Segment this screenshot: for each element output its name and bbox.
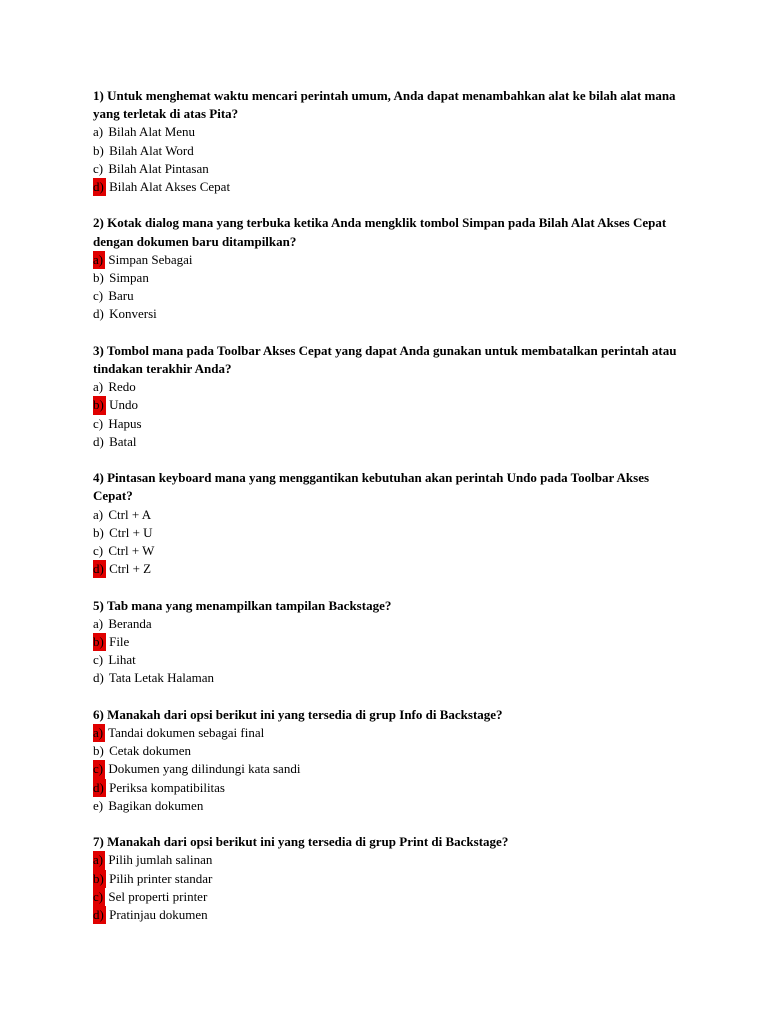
answer-text: Batal [109, 433, 137, 449]
question-text: 7) Manakah dari opsi berikut ini yang tersedia di grup Print di Backstage? [93, 834, 509, 850]
answer-label: d) [93, 670, 104, 686]
highlighted-answer-label: a) [93, 851, 105, 869]
question-text: 6) Manakah dari opsi berikut ini yang tersedia di grup Info di Backstage? [93, 706, 503, 722]
answer-label: a) [93, 379, 104, 395]
answer-option [93, 906, 683, 924]
answer-option [93, 251, 683, 269]
answer-option [93, 378, 683, 396]
answer-option [93, 760, 683, 778]
highlighted-answer-label: d) [93, 779, 106, 797]
answer-option [93, 560, 683, 578]
answer-text: Bilah Alat Word [109, 142, 194, 158]
answer-text: Hapus [108, 415, 142, 431]
answer-label: b) [93, 743, 104, 759]
question-text: 1) Untuk menghemat waktu mencari perintah umum, Anda dapat menambahkan alat ke bilah alat mana yang terletak di atas Pita? [93, 88, 676, 122]
answer-option [93, 542, 683, 560]
answer-option [93, 305, 683, 323]
answer-label: d) [93, 433, 104, 449]
answer-label: e) [93, 797, 104, 813]
question-block [93, 833, 683, 924]
answer-label: c) [93, 652, 104, 668]
answer-text: Redo [108, 379, 136, 395]
question-block [93, 469, 683, 578]
answer-text: Sel properti printer [108, 888, 208, 904]
answer-text: Bilah Alat Menu [108, 124, 196, 140]
answer-text: Simpan [109, 270, 149, 286]
question-block [93, 706, 683, 815]
answer-text: Periksa kompatibilitas [109, 779, 225, 795]
answer-text: Bilah Alat Pintasan [108, 160, 209, 176]
highlighted-answer-label: d) [93, 560, 106, 578]
answer-text: File [109, 634, 130, 650]
answer-label: c) [93, 160, 104, 176]
answer-text: Ctrl + Z [109, 561, 152, 577]
answer-text: Pilih printer standar [109, 870, 213, 886]
answer-text: Pilih jumlah salinan [108, 852, 213, 868]
answer-option [93, 888, 683, 906]
answer-text: Bilah Alat Akses Cepat [109, 179, 231, 195]
answer-label: b) [93, 270, 104, 286]
answer-option [93, 779, 683, 797]
answer-option [93, 524, 683, 542]
answer-option [93, 415, 683, 433]
answer-label: c) [93, 543, 104, 559]
answer-text: Baru [108, 288, 134, 304]
answer-option [93, 269, 683, 287]
highlighted-answer-label: c) [93, 760, 105, 778]
answer-text: Pratinjau dokumen [109, 907, 208, 923]
answer-text: Cetak dokumen [109, 743, 192, 759]
answer-label: a) [93, 124, 104, 140]
highlighted-answer-label: a) [93, 251, 105, 269]
highlighted-answer-label: d) [93, 178, 106, 196]
question-text: 4) Pintasan keyboard mana yang menggantikan kebutuhan akan perintah Undo pada Toolbar Akses Cepat? [93, 470, 650, 504]
answer-label: d) [93, 306, 104, 322]
answer-option [93, 433, 683, 451]
answer-text: Dokumen yang dilindungi kata sandi [108, 761, 301, 777]
answer-text: Konversi [109, 306, 157, 322]
answer-label: b) [93, 524, 104, 540]
answer-option [93, 724, 683, 742]
answer-option [93, 797, 683, 815]
question-block [93, 342, 683, 451]
highlighted-answer-label: a) [93, 724, 105, 742]
answer-text: Undo [109, 397, 138, 413]
highlighted-answer-label: d) [93, 906, 106, 924]
answer-option [93, 669, 683, 687]
highlighted-answer-label: b) [93, 870, 106, 888]
question-block [93, 87, 683, 196]
answer-option [93, 506, 683, 524]
answer-text: Simpan Sebagai [108, 251, 193, 267]
answer-text: Bagikan dokumen [108, 797, 204, 813]
answer-text: Ctrl + W [108, 543, 155, 559]
question-list [93, 87, 683, 942]
answer-text: Tata Letak Halaman [108, 670, 215, 686]
answer-option [93, 123, 683, 141]
question-text: 2) Kotak dialog mana yang terbuka ketika Anda mengklik tombol Simpan pada Bilah Alat Akses Cepat dengan dokumen baru ditampilkan? [93, 215, 667, 249]
answer-option [93, 651, 683, 669]
question-text: 5) Tab mana yang menampilkan tampilan Backstage? [93, 597, 392, 613]
answer-option [93, 178, 683, 196]
answer-text: Tandai dokumen sebagai final [108, 725, 265, 741]
answer-option [93, 870, 683, 888]
question-block [93, 597, 683, 688]
answer-label: a) [93, 615, 104, 631]
answer-option [93, 396, 683, 414]
answer-option [93, 615, 683, 633]
question-text: 3) Tombol mana pada Toolbar Akses Cepat yang dapat Anda gunakan untuk membatalkan perintah atau tindakan terakhir Anda? [93, 342, 677, 377]
answer-option [93, 633, 683, 651]
answer-text: Ctrl + A [108, 506, 152, 522]
highlighted-answer-label: c) [93, 888, 105, 906]
answer-option [93, 287, 683, 305]
answer-option [93, 851, 683, 869]
answer-text: Ctrl + U [109, 524, 153, 540]
answer-option [93, 160, 683, 178]
answer-option [93, 142, 683, 160]
answer-label: a) [93, 506, 104, 522]
highlighted-answer-label: b) [93, 396, 106, 414]
answer-label: c) [93, 288, 104, 304]
highlighted-answer-label: b) [93, 633, 106, 651]
answer-text: Lihat [108, 652, 136, 668]
answer-option [93, 742, 683, 760]
question-block [93, 214, 683, 323]
answer-label: b) [93, 142, 104, 158]
answer-text: Beranda [108, 615, 152, 631]
answer-label: c) [93, 415, 104, 431]
